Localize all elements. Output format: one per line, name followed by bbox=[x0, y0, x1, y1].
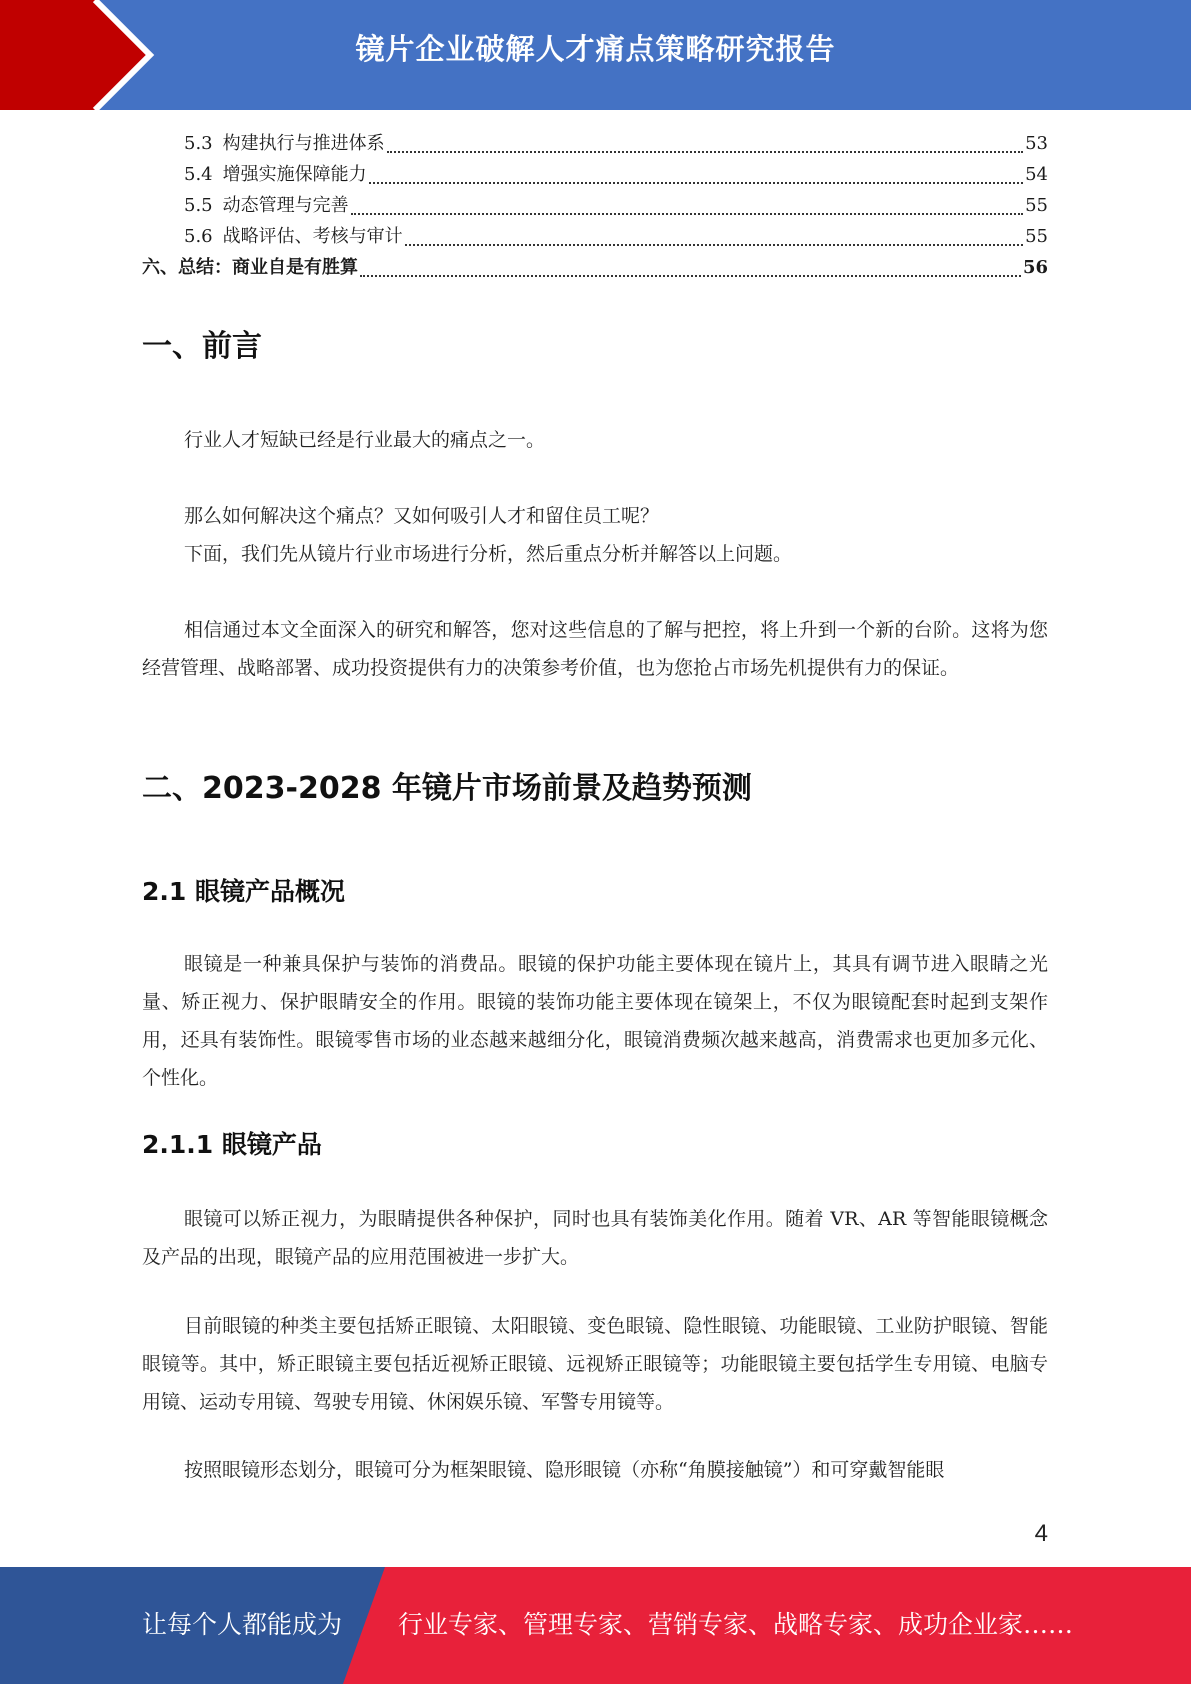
section-1-paragraph-4: 相信通过本文全面深入的研究和解答，您对这些信息的了解与把控，将上升到一个新的台阶。这将为您经营管理、战略部署、成功投资提供有力的决策参考价值，也为您抢占市场先机提供有力的保证。 bbox=[142, 619, 1048, 679]
toc-entry-5-4[interactable] bbox=[142, 159, 1048, 190]
section-2-heading: 二、2023-2028 年镜片市场前景及趋势预测 bbox=[142, 771, 752, 806]
toc-page: 56 bbox=[1022, 257, 1048, 278]
toc-entry-5-5[interactable] bbox=[142, 190, 1048, 221]
toc-page: 55 bbox=[1025, 226, 1048, 247]
toc-label: 动态管理与完善 bbox=[222, 195, 349, 216]
toc-leader bbox=[405, 244, 1023, 246]
toc-leader bbox=[387, 151, 1023, 153]
toc-entry-5-3[interactable] bbox=[142, 128, 1048, 159]
header-banner bbox=[0, 0, 1191, 110]
toc-label: 增强实施保障能力 bbox=[222, 164, 367, 185]
toc-page: 55 bbox=[1025, 195, 1048, 216]
toc-label: 构建执行与推进体系 bbox=[222, 133, 385, 154]
toc-number: 5.3 bbox=[184, 133, 213, 154]
section-2-1-1-heading: 2.1.1 眼镜产品 bbox=[142, 1130, 322, 1159]
section-2-1-1-paragraph-1: 眼镜可以矫正视力，为眼睛提供各种保护，同时也具有装饰美化作用。随着 VR、AR 等智能眼镜概念及产品的出现，眼镜产品的应用范围被进一步扩大。 bbox=[142, 1208, 1048, 1268]
toc-label: 六、总结：商业自是有胜算 bbox=[142, 257, 358, 278]
footer-slogan-left: 让每个人都能成为 bbox=[142, 1610, 343, 1639]
section-2-1-heading: 2.1 眼镜产品概况 bbox=[142, 877, 345, 906]
toc-label: 战略评估、考核与审计 bbox=[222, 226, 403, 247]
section-1-heading: 一、前言 bbox=[142, 329, 262, 364]
section-1-paragraph-3: 下面，我们先从镜片行业市场进行分析，然后重点分析并解答以上问题。 bbox=[184, 543, 793, 565]
section-1-paragraph-2: 那么如何解决这个痛点？又如何吸引人才和留住员工呢？ bbox=[184, 505, 660, 527]
toc-entry-6[interactable] bbox=[142, 252, 1048, 283]
toc-entry-5-6[interactable] bbox=[142, 221, 1048, 252]
page-number: 4 bbox=[1034, 1520, 1048, 1547]
toc-number: 5.5 bbox=[184, 195, 213, 216]
section-2-1-1-paragraph-3: 按照眼镜形态划分，眼镜可分为框架眼镜、隐形眼镜（亦称“角膜接触镜”）和可穿戴智能眼 bbox=[184, 1459, 945, 1481]
section-1-paragraph-1: 行业人才短缺已经是行业最大的痛点之一。 bbox=[184, 429, 546, 451]
report-title: 镜片企业破解人才痛点策略研究报告 bbox=[355, 32, 836, 66]
toc-number: 5.4 bbox=[184, 164, 213, 185]
toc-page: 54 bbox=[1025, 164, 1048, 185]
toc-number: 5.6 bbox=[184, 226, 213, 247]
section-2-1-1-paragraph-2: 目前眼镜的种类主要包括矫正眼镜、太阳眼镜、变色眼镜、隐性眼镜、功能眼镜、工业防护眼镜、智能眼镜等。其中，矫正眼镜主要包括近视矫正眼镜、远视矫正眼镜等；功能眼镜主要包括学生专用镜、电脑专用镜、运动专用镜、驾驶专用镜、休闲娱乐镜、军警专用镜等。 bbox=[142, 1315, 1048, 1413]
toc-leader bbox=[351, 213, 1023, 215]
toc-leader bbox=[369, 182, 1023, 184]
table-of-contents bbox=[142, 128, 1048, 283]
toc-leader bbox=[360, 275, 1021, 277]
section-2-1-paragraph-1: 眼镜是一种兼具保护与装饰的消费品。眼镜的保护功能主要体现在镜片上，其具有调节进入眼睛之光量、矫正视力、保护眼睛安全的作用。眼镜的装饰功能主要体现在镜架上，不仅为眼镜配套时起到支架作用，还具有装饰性。眼镜零售市场的业态越来越细分化，眼镜消费频次越来越高，消费需求也更加多元化、个性化。 bbox=[142, 953, 1048, 1089]
footer-banner bbox=[0, 1567, 1191, 1684]
toc-page: 53 bbox=[1025, 133, 1048, 154]
footer-slogan-right: 行业专家、管理专家、营销专家、战略专家、成功企业家…… bbox=[398, 1610, 1074, 1639]
